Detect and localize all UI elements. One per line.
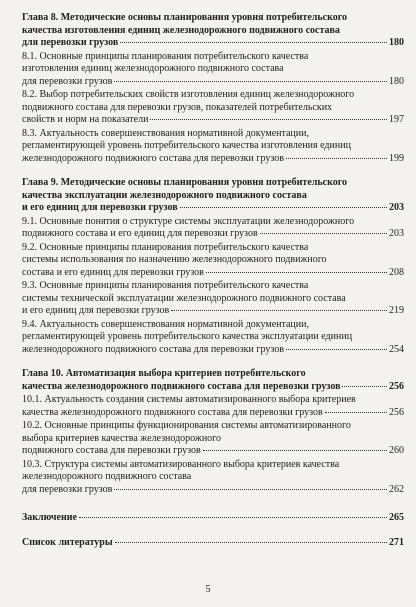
toc-entry-text: 8.3. Актуальность совершенствования нормативной документации,: [22, 127, 309, 139]
toc-section-entry: [22, 319, 404, 357]
dot-leader: [114, 81, 387, 82]
toc-page-number: 254: [389, 343, 404, 355]
toc-entry-text: выбора критериев качества железнодорожного: [22, 432, 222, 444]
dot-leader: [286, 349, 387, 350]
toc-entry-text: регламентирующей уровень потребительского качества изготовления единиц: [22, 140, 351, 151]
toc-page-number: 203: [389, 202, 404, 213]
toc-entry-text: подвижного состава для перевозки грузов: [22, 445, 201, 456]
toc-entry-text: 10.1. Актуальность создания системы автоматизированного выбора критериев: [22, 394, 356, 405]
dot-leader: [325, 412, 387, 413]
toc-entry-text: для перевозки грузов: [22, 483, 113, 495]
dot-leader: [115, 542, 387, 543]
dot-leader: [120, 42, 387, 43]
toc-entry-text: 9.2. Основные принципы планирования потребительского качества: [22, 241, 309, 253]
dot-leader: [342, 386, 387, 387]
toc-section-entry: [22, 128, 404, 166]
toc-entry-text: 10.2. Основные принципы функционирования системы автоматизированного: [22, 420, 351, 431]
toc-entry-text: железнодорожного подвижного состава: [22, 471, 192, 482]
toc-entry-text: состава и его единиц для перевозки грузов: [22, 266, 204, 278]
toc-page-number: 260: [389, 445, 404, 456]
toc-entry-text: подвижного состава для перевозки грузов, показателей потребительских: [22, 101, 333, 113]
toc-entry-text: для перевозки грузов: [22, 75, 113, 87]
toc-entry-text: и его единиц для перевозки грузов: [22, 202, 178, 213]
dot-leader: [203, 450, 387, 451]
toc-chapter-entry: [22, 368, 404, 393]
toc-entry-text: для перевозки грузов: [22, 37, 119, 48]
dot-leader: [180, 207, 387, 208]
toc-chapter-entry: [22, 537, 404, 550]
toc-entry-text: Заключение: [22, 512, 77, 523]
dot-leader: [114, 489, 387, 490]
toc-entry-text: Глава 10. Автоматизация выбора критериев потребительского: [22, 368, 306, 379]
dot-leader: [171, 310, 387, 311]
toc-entry-text: 9.1. Основные понятия о структуре системы эксплуатации железнодорожного: [22, 215, 355, 227]
toc-entry-text: железнодорожного подвижного состава для перевозки грузов: [22, 343, 284, 355]
dot-leader: [150, 119, 387, 120]
toc-entry-text: 8.1. Основные принципы планирования потребительского качества: [22, 50, 309, 62]
toc-section-entry: [22, 420, 404, 458]
toc-page-number: 262: [389, 483, 404, 495]
toc-entry-text: 9.4. Актуальность совершенствования нормативной документации,: [22, 318, 309, 330]
toc-page-number: 197: [389, 114, 404, 125]
toc-page-number: 265: [389, 512, 404, 523]
toc-page-number: 199: [389, 152, 404, 164]
toc-page-number: 208: [389, 266, 404, 278]
page-number: 5: [205, 584, 211, 595]
toc-entry-text: системы использования по назначению железнодорожного подвижного: [22, 254, 327, 265]
toc-entry-text: свойств и норм на показатели: [22, 114, 149, 125]
toc-entry-text: железнодорожного подвижного состава для перевозки грузов: [22, 152, 284, 164]
toc-entry-text: Глава 8. Методические основы планирования уровня потребительского: [22, 12, 348, 23]
toc-chapter-entry: [22, 12, 404, 50]
dot-leader: [286, 158, 387, 159]
toc-section-entry: [22, 216, 404, 241]
toc-page-number: 219: [389, 305, 404, 316]
toc-entry-text: и его единиц для перевозки грузов: [22, 305, 170, 316]
toc-section-entry: [22, 394, 404, 419]
toc-section-entry: [22, 242, 404, 280]
toc-chapter-entry: [22, 177, 404, 215]
toc-entry-text: качества железнодорожного подвижного состава для перевозки грузов: [22, 406, 323, 418]
toc-page-number: 256: [389, 380, 404, 392]
table-of-contents: [22, 12, 404, 549]
toc-entry-text: регламентирующей уровень потребительского качества эксплуатации единиц: [22, 331, 353, 342]
toc-page-number: 203: [389, 228, 404, 239]
toc-page-number: 256: [389, 406, 404, 418]
toc-section-entry: [22, 459, 404, 497]
toc-section-entry: [22, 89, 404, 127]
toc-section-entry: [22, 51, 404, 89]
toc-section-entry: [22, 280, 404, 318]
dot-leader: [79, 517, 387, 518]
toc-page-number: 180: [389, 75, 404, 87]
toc-entry-text: качества изготовления единиц железнодорожного подвижного состава: [22, 24, 340, 36]
toc-chapter-entry: [22, 512, 404, 525]
toc-entry-text: 8.2. Выбор потребительских свойств изготовления единиц железнодорожного: [22, 89, 355, 100]
toc-entry-text: Список литературы: [22, 536, 113, 548]
toc-page-number: 271: [389, 536, 404, 548]
toc-entry-text: системы технической эксплуатации железнодорожного подвижного состава: [22, 292, 346, 304]
toc-entry-text: Глава 9. Методические основы планирования уровня потребительского: [22, 177, 348, 188]
dot-leader: [260, 233, 387, 234]
dot-leader: [206, 272, 387, 273]
toc-entry-text: 10.3. Структура системы автоматизированного выбора критериев качества: [22, 458, 340, 470]
toc-entry-text: качества эксплуатации железнодорожного подвижного состава: [22, 189, 307, 201]
toc-entry-text: подвижного состава и его единиц для перевозки грузов: [22, 228, 258, 239]
toc-page-number: 180: [389, 37, 404, 48]
toc-entry-text: изготовления единиц железнодорожного подвижного состава: [22, 63, 284, 74]
toc-entry-text: качества железнодорожного подвижного состава для перевозки грузов: [22, 380, 341, 392]
toc-entry-text: 9.3. Основные принципы планирования потребительского качества: [22, 280, 309, 291]
